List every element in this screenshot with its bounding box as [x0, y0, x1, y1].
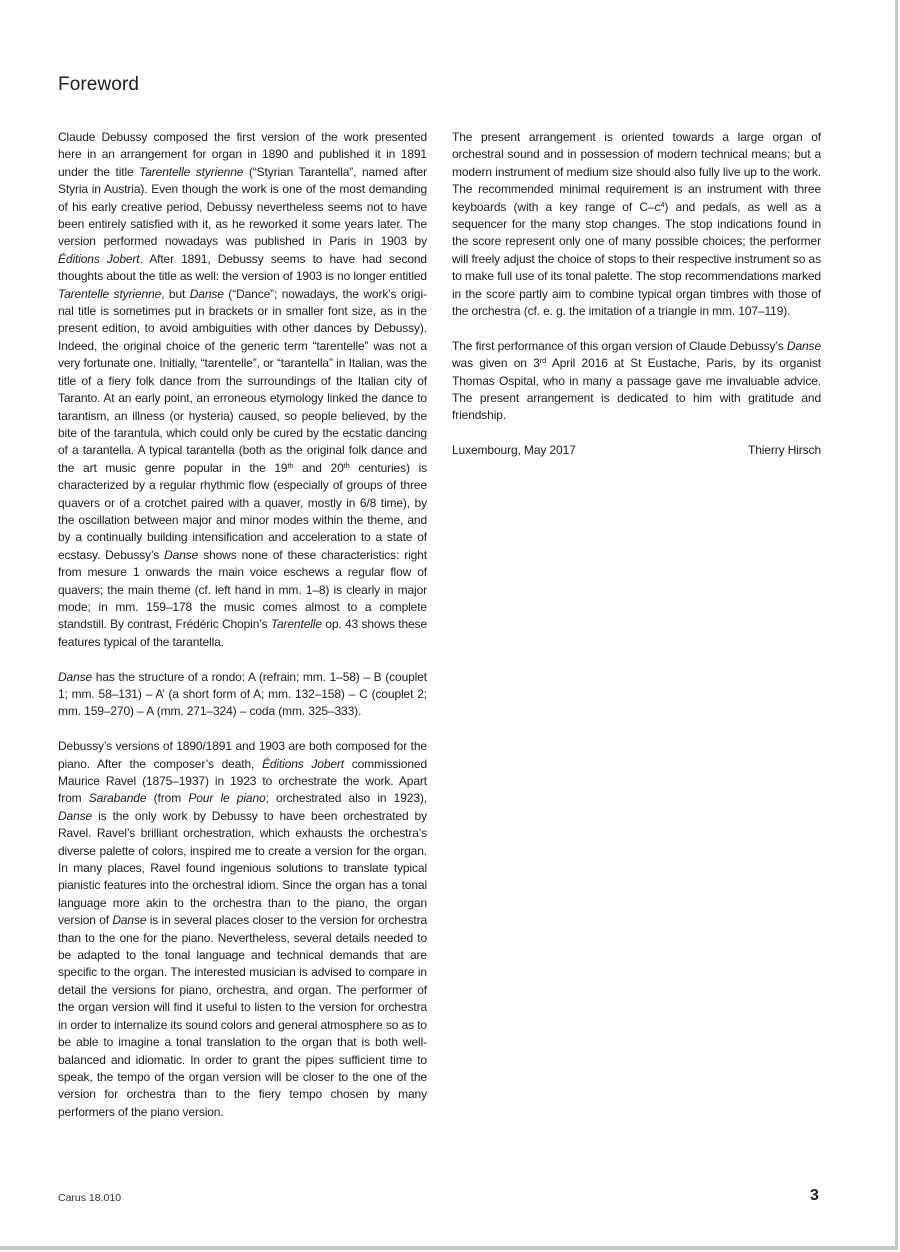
- work-title: Tarentelle styrienne: [58, 286, 162, 301]
- publisher-name: Éditions Jobert: [58, 251, 140, 266]
- signature-line: [452, 442, 821, 459]
- left-column: [58, 129, 427, 1121]
- work-title: Danse: [58, 808, 93, 823]
- work-title: Sarabande: [88, 791, 147, 806]
- work-title: Tarentelle: [270, 617, 322, 632]
- work-title: Tarentelle styrienne: [139, 164, 244, 179]
- work-title: Danse: [112, 913, 147, 928]
- place-date: Luxembourg, May 2017: [452, 443, 576, 458]
- page-number: 3: [810, 1187, 819, 1204]
- catalog-number: Carus 18.010: [58, 1192, 122, 1204]
- paragraph-history: Claude Debussy composed the first version of the work presented here in an arrangement for organ in 1890 and published it in 1891 under the title Tarentelle styrienne (“Styrian Tarantella”, named after Styria in Austria). Even though the work is one of the most demanding of his early creative period, Debussy nevertheless seems not to have been entirely satisfied with it, as he reworked it some years later. The version performed nowadays was published in Paris in 1903 by Éditions Jobert. After 1891, Debussy seems to have had second thoughts about the title as well: the version of 1903 is no longer entitled Tarentelle styrienne, but Danse (“Dance”; nowadays, the work’s original title is sometimes put in brackets or in smaller font size, as in the present edition, to avoid ambiguities with other dances by Debussy). Indeed, the original choice of the generic term “tarentelle” was not a very fortunate one. Initially, “tarentelle”, or “tarantella” in Italian, was the title of a fiery folk dance from the surroundings of the Italian city of Taranto. At an early point, an erroneous etymology linked the dance to tarantism, an illness (or hysteria) caused, so people believed, by the bite of the tarantula, which could only be cured by the ecstatic dancing of a tarantella. A typical tarantella (both as the original folk dance and the art music genre popular in the 19th and 20th centuries) is characterized by a regular rhythmic flow (especially of groups of three quavers or of a crotchet paired with a quaver, mostly in 6/8 time), by the oscillation between major and minor modes within the theme, and by a continually building intensification and acceleration to a state of ecstasy. Debussy’s Danse shows none of these characteristics: right from mesure 1 onwards the main voice eschews a regular flow of quavers; the main theme (cf. left hand in mm. 1–8) is clearly in major mode; in mm. 159–178 the music comes almost to a complete standstill. By contrast, Frédéric Chopin’s Tarentelle op. 43 shows these features typical of the tarantella.: [58, 130, 427, 649]
- work-title: Danse: [164, 547, 199, 562]
- paragraph-versions: Debussy’s versions of 1890/1891 and 1903 are both composed for the piano. After the composer’s death, Éditions Jobert commissioned Maurice Ravel (1875–1937) in 1923 to orchestrate the work. Apart from Sarabande (from Pour le piano; orchestrated also in 1923), Danse is the only work by Debussy to have been orchestrated by Ravel. Ravel’s brilliant orchestration, which exhausts the orchestra’s diverse palette of colors, inspired me to create a version for the organ. In many places, Ravel found ingenious solutions to translate typical pianistic features into the orchestral idiom. Since the organ has a tonal language more akin to the orchestra than to the piano, the organ version of Danse is in several places closer to the version for orchestra than to the one for the piano. Nevertheless, several details needed to be adapted to the tonal language and technical demands that are specific to the organ. The interested musician is advised to compare in detail the versions for piano, orchestra, and organ. The performer of the organ version will find it useful to listen to the version for orchestra in order to internalize its sound colors and general atmosphere so as to be able to imagine a tonal translation to the organ that is both well-balanced and idiomatic. In order to grant the pipes sufficient time to speak, the tempo of the organ version will be closer to the one of the version for orchestra than to the fiery tempo chosen by many performers of the piano version.: [58, 739, 427, 1119]
- right-column: [452, 129, 821, 460]
- paragraph-premiere: The first performance of this organ version of Claude Debussy’s Danse was given on 3rd April 2016 at St Eustache, Paris, by its organist Thomas Ospital, who in many a passage gave me invaluable advice. The present arrangement is dedicated to him with gratitude and friendship.: [452, 338, 821, 423]
- work-title: Danse: [189, 286, 224, 301]
- paragraph-structure: Danse has the structure of a rondo: A (refrain; mm. 1–58) – B (couplet 1; mm. 58–131) – A’ (a short form of A; mm. 132–158) – C (couplet 2; mm. 159–270) – A (mm. 271–324) – coda (mm. 325–333).: [58, 669, 427, 719]
- page-title: Foreword: [58, 74, 140, 95]
- paragraph-arrangement: The present arrangement is oriented towards a large organ of orchestral sound and in possession of modern technical means; but a modern instrument of medium size should also fully live up to the work. The recommended minimal requirement is an instrument with three keyboards (with a key range of $C-c^4$) and pedals, as well as a sequencer for the many stop changes. The stop indications found in the score represent only one of many possible choices; the performer will freely adjust the choice of stops to their respective instrument so as to make full use of its tonal palette. The stop recommendations marked in the score partly aim to combine typical organ timbres with those of the orchestra (cf. e. g. the imitation of a triangle in mm. 107–119).: [452, 130, 821, 319]
- work-title: Danse: [786, 338, 821, 353]
- publisher-name: Éditions Jobert: [261, 756, 345, 771]
- work-title: Pour le piano: [188, 791, 266, 806]
- work-title: Danse: [58, 669, 93, 684]
- author-name: Thierry Hirsch: [748, 443, 821, 458]
